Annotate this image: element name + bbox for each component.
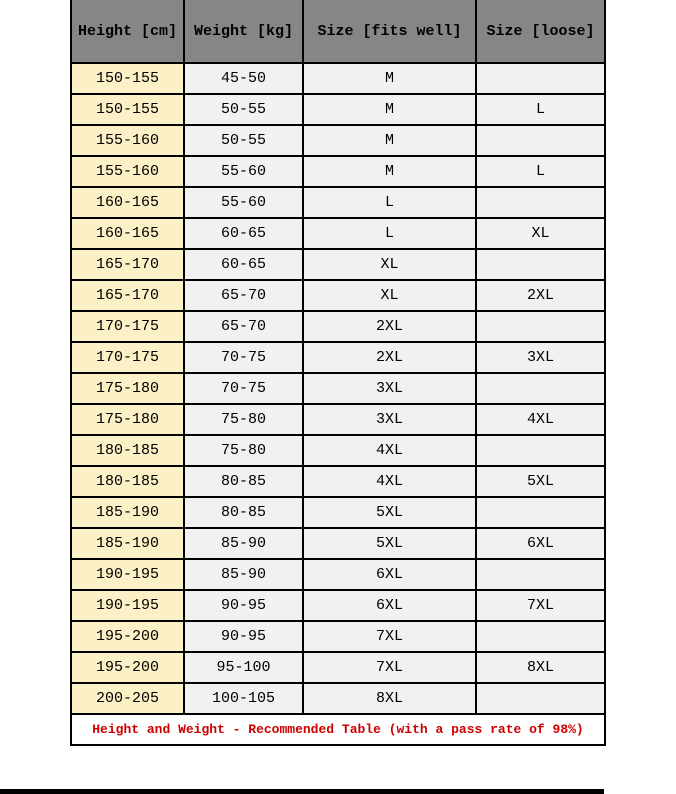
table-row <box>71 218 605 249</box>
cell-loose: 7XL <box>476 590 605 621</box>
cell-loose: XL <box>476 218 605 249</box>
cell-height: 170-175 <box>71 342 184 373</box>
cell-loose: 5XL <box>476 466 605 497</box>
cell-loose <box>476 497 605 528</box>
col-header-size-loose: Size [loose] <box>476 0 605 63</box>
table-row <box>71 528 605 559</box>
cell-weight: 65-70 <box>184 280 303 311</box>
cell-height: 195-200 <box>71 652 184 683</box>
table-row <box>71 559 605 590</box>
cell-height: 200-205 <box>71 683 184 714</box>
cell-height: 160-165 <box>71 187 184 218</box>
table-row <box>71 249 605 280</box>
cell-fit: M <box>303 156 476 187</box>
table-row <box>71 466 605 497</box>
bottom-border-bar <box>0 789 604 794</box>
table-row <box>71 280 605 311</box>
size-chart-table <box>70 0 606 746</box>
cell-height: 160-165 <box>71 218 184 249</box>
cell-height: 150-155 <box>71 63 184 94</box>
cell-fit: M <box>303 94 476 125</box>
cell-loose: 8XL <box>476 652 605 683</box>
cell-loose <box>476 63 605 94</box>
cell-loose <box>476 125 605 156</box>
footer-caption: Height and Weight - Recommended Table (with a pass rate of 98%) <box>71 714 605 745</box>
cell-loose <box>476 435 605 466</box>
cell-fit: L <box>303 187 476 218</box>
cell-fit: 4XL <box>303 466 476 497</box>
cell-fit: 2XL <box>303 342 476 373</box>
cell-weight: 80-85 <box>184 466 303 497</box>
cell-height: 165-170 <box>71 249 184 280</box>
cell-height: 180-185 <box>71 466 184 497</box>
table-row <box>71 63 605 94</box>
cell-height: 175-180 <box>71 373 184 404</box>
header-row <box>71 0 605 63</box>
table-row <box>71 125 605 156</box>
table-row <box>71 311 605 342</box>
cell-loose: 6XL <box>476 528 605 559</box>
cell-fit: 6XL <box>303 590 476 621</box>
cell-fit: 7XL <box>303 621 476 652</box>
cell-loose <box>476 683 605 714</box>
cell-height: 165-170 <box>71 280 184 311</box>
col-header-weight: Weight [kg] <box>184 0 303 63</box>
cell-loose: L <box>476 156 605 187</box>
cell-fit: 5XL <box>303 528 476 559</box>
cell-loose <box>476 187 605 218</box>
cell-loose <box>476 559 605 590</box>
table-row <box>71 435 605 466</box>
cell-fit: 2XL <box>303 311 476 342</box>
cell-height: 185-190 <box>71 528 184 559</box>
col-header-height: Height [cm] <box>71 0 184 63</box>
cell-weight: 55-60 <box>184 156 303 187</box>
table-row <box>71 497 605 528</box>
cell-weight: 45-50 <box>184 63 303 94</box>
table-row <box>71 342 605 373</box>
cell-loose <box>476 249 605 280</box>
cell-loose: L <box>476 94 605 125</box>
cell-weight: 95-100 <box>184 652 303 683</box>
cell-weight: 60-65 <box>184 218 303 249</box>
table-row <box>71 187 605 218</box>
cell-loose: 4XL <box>476 404 605 435</box>
cell-height: 170-175 <box>71 311 184 342</box>
footer-row <box>71 714 605 745</box>
cell-fit: 3XL <box>303 404 476 435</box>
cell-height: 150-155 <box>71 94 184 125</box>
cell-fit: L <box>303 218 476 249</box>
cell-fit: M <box>303 63 476 94</box>
cell-weight: 90-95 <box>184 621 303 652</box>
col-header-size-fits-well: Size [fits well] <box>303 0 476 63</box>
cell-weight: 100-105 <box>184 683 303 714</box>
cell-height: 190-195 <box>71 590 184 621</box>
cell-height: 195-200 <box>71 621 184 652</box>
cell-weight: 55-60 <box>184 187 303 218</box>
cell-fit: 4XL <box>303 435 476 466</box>
cell-height: 190-195 <box>71 559 184 590</box>
table-row <box>71 373 605 404</box>
cell-loose: 3XL <box>476 342 605 373</box>
cell-weight: 65-70 <box>184 311 303 342</box>
table-row <box>71 94 605 125</box>
cell-fit: 5XL <box>303 497 476 528</box>
cell-weight: 90-95 <box>184 590 303 621</box>
table-row <box>71 652 605 683</box>
cell-weight: 70-75 <box>184 342 303 373</box>
cell-fit: XL <box>303 249 476 280</box>
cell-fit: M <box>303 125 476 156</box>
cell-fit: 7XL <box>303 652 476 683</box>
cell-fit: 6XL <box>303 559 476 590</box>
cell-height: 155-160 <box>71 156 184 187</box>
table-row <box>71 156 605 187</box>
cell-height: 180-185 <box>71 435 184 466</box>
cell-fit: XL <box>303 280 476 311</box>
cell-height: 175-180 <box>71 404 184 435</box>
cell-weight: 75-80 <box>184 435 303 466</box>
table-row <box>71 621 605 652</box>
table-row <box>71 683 605 714</box>
table-row <box>71 404 605 435</box>
cell-fit: 3XL <box>303 373 476 404</box>
cell-weight: 75-80 <box>184 404 303 435</box>
cell-height: 155-160 <box>71 125 184 156</box>
cell-weight: 70-75 <box>184 373 303 404</box>
cell-height: 185-190 <box>71 497 184 528</box>
cell-weight: 85-90 <box>184 528 303 559</box>
size-chart-body <box>71 63 605 714</box>
size-chart-header <box>71 0 605 63</box>
cell-loose <box>476 311 605 342</box>
size-chart-footer <box>71 714 605 745</box>
cell-loose <box>476 621 605 652</box>
cell-weight: 50-55 <box>184 94 303 125</box>
cell-fit: 8XL <box>303 683 476 714</box>
table-row <box>71 590 605 621</box>
cell-loose: 2XL <box>476 280 605 311</box>
cell-weight: 85-90 <box>184 559 303 590</box>
cell-weight: 80-85 <box>184 497 303 528</box>
cell-weight: 60-65 <box>184 249 303 280</box>
cell-loose <box>476 373 605 404</box>
cell-weight: 50-55 <box>184 125 303 156</box>
